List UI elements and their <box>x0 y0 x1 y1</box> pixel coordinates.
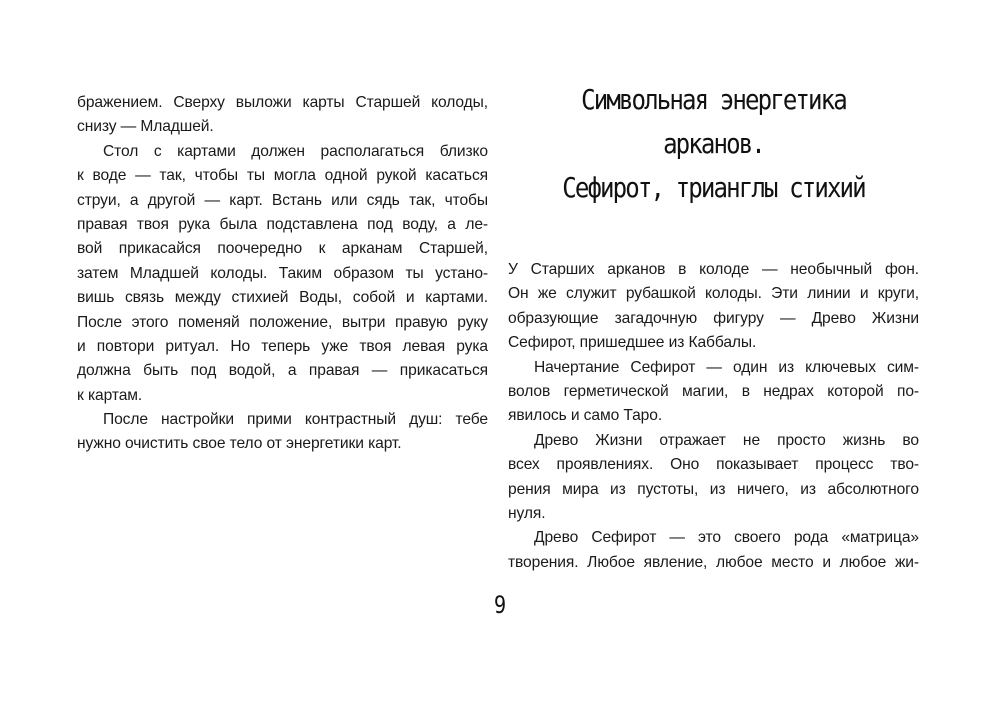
text-line: к воде — так, чтобы ты могла одной рукой касаться <box>77 167 488 185</box>
chapter-heading <box>537 78 890 210</box>
text-line: бражением. Сверху выложи карты Старшей колоды, <box>77 94 488 111</box>
text-line: Сефирот, пришедшее из Каббалы. <box>508 334 757 352</box>
text-line: волов герметической магии, в недрах которой по- <box>508 382 919 400</box>
text-line: рения мира из пустоты, из ничего, из абсолютного <box>508 480 919 498</box>
text-line: затем Младшей колоды. Таким образом ты устано- <box>77 264 488 282</box>
text-line: вой прикасайся поочередно к арканам Старшей, <box>77 240 488 258</box>
text-line: и повтори ритуал. Но теперь уже твоя левая рука <box>77 337 488 355</box>
text-line: Начертание Сефирот — один из ключевых сим- <box>534 358 919 376</box>
text-line: правая твоя рука была подставлена под воду, а ле- <box>77 215 488 233</box>
text-line: явилось и само Таро. <box>508 407 663 425</box>
text-line: образующие загадочную фигуру — Древо Жизни <box>508 309 919 327</box>
heading-line: Символьная энергетика <box>581 83 846 116</box>
text-line: У Старших арканов в колоде — необычный фон. <box>508 261 919 278</box>
text-line: к картам. <box>77 386 143 404</box>
heading-line: Сефирот, трианглы стихий <box>562 171 865 204</box>
text-line: всех проявлениях. Оно показывает процесс тво- <box>508 456 919 474</box>
text-line: Древо Сефирот — это своего рода «матрица» <box>534 529 919 547</box>
left-text-column <box>77 91 488 457</box>
text-line: нужно очистить свое тело от энергетики карт. <box>77 435 402 453</box>
right-text-column <box>508 258 919 575</box>
text-line: струи, а другой — карт. Встань или сядь так, чтобы <box>77 191 488 209</box>
text-line: нуля. <box>508 504 546 522</box>
text-line: творения. Любое явление, любое место и любое жи- <box>508 553 919 571</box>
heading-line: арканов. <box>663 127 764 160</box>
text-line: вишь связь между стихией Воды, собой и картами. <box>77 289 488 307</box>
text-line: Он же служит рубашкой колоды. Эти линии и круги, <box>508 285 919 303</box>
page-number: 9 <box>493 591 507 619</box>
text-line: После настройки прими контрастный душ: тебе <box>103 411 488 429</box>
text-line: снизу — Младшей. <box>77 118 214 136</box>
text-line: должна быть под водой, а правая — прикасаться <box>77 362 488 380</box>
text-line: После этого поменяй положение, вытри правую руку <box>77 313 488 331</box>
text-line: Стол с картами должен располагаться близко <box>103 142 488 160</box>
text-line: Древо Жизни отражает не просто жизнь во <box>534 431 919 449</box>
